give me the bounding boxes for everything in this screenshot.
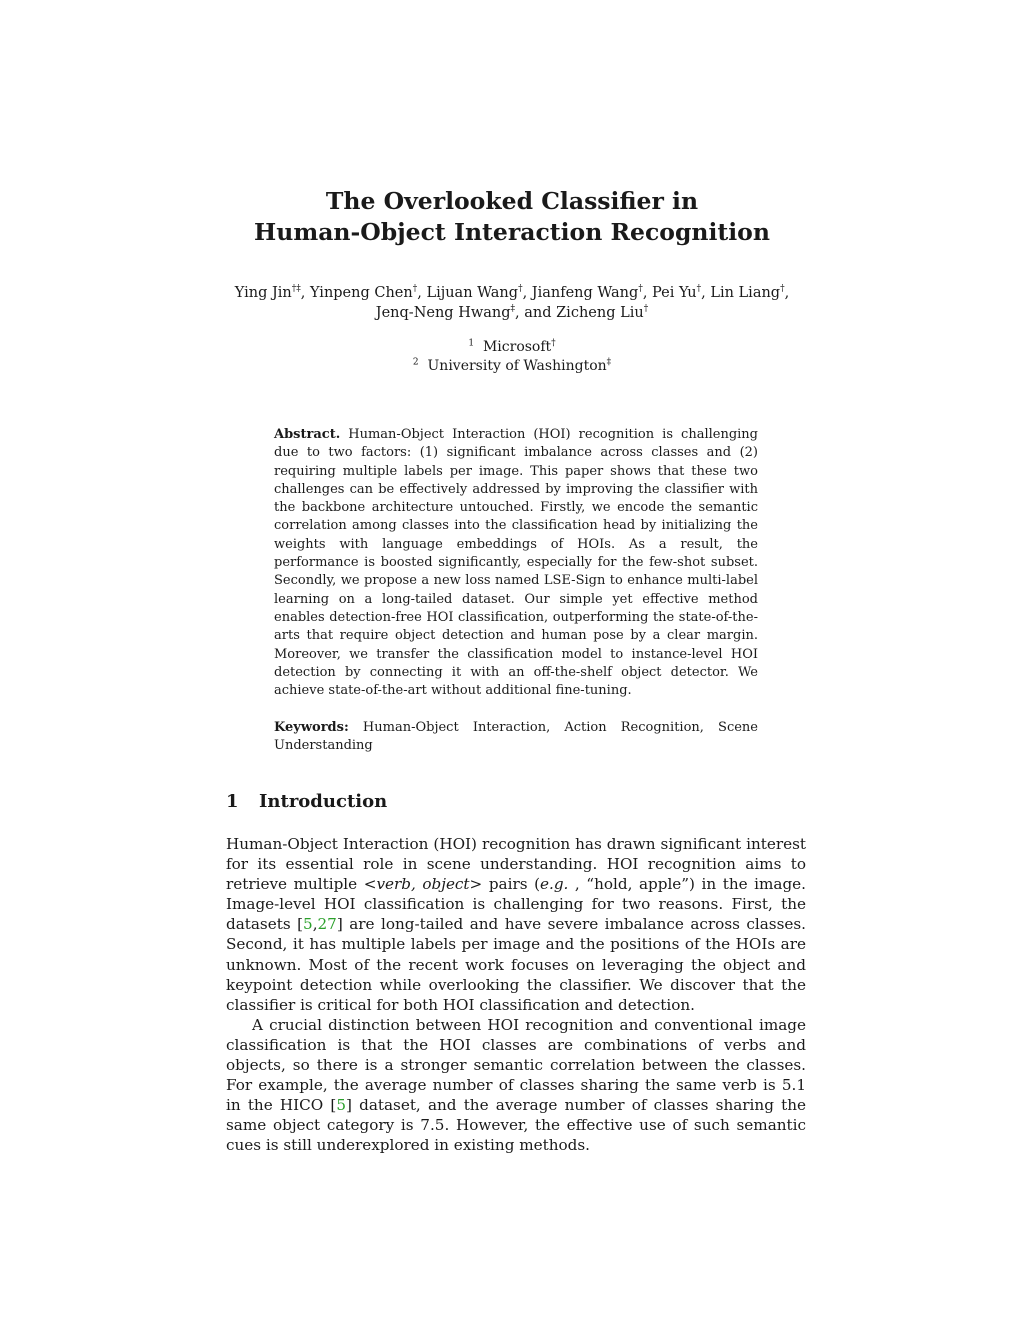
- author-name: Pei Yu: [652, 285, 697, 301]
- abstract: [274, 426, 758, 700]
- author-mark: †: [780, 284, 785, 295]
- citation-link[interactable]: 5: [336, 1096, 346, 1115]
- separator: ,: [701, 285, 711, 301]
- paper-title: [0, 186, 1024, 248]
- author-line-2: [0, 303, 1024, 323]
- text-run: pairs (: [482, 875, 540, 894]
- author-mark: †: [643, 304, 649, 315]
- text-run: Human-Object Interaction (HOI) recognition has drawn significant interest for its essential role in scene understanding. HOI recognition aims to retrieve multiple: [226, 835, 806, 894]
- text-run: A crucial distinction between HOI recognition and conventional image classification is that the HOI classes are combinations of verbs and objects, so there is a stronger semantic correlation between the classes. For example, the average number of classes sharing the same verb is 5.1 in the HICO [: [226, 1015, 806, 1115]
- affiliation-number: 1: [468, 338, 475, 349]
- author-mark: †: [638, 284, 643, 295]
- keywords: [274, 719, 758, 756]
- abstract-text: Human-Object Interaction (HOI) recognition is challenging due to two factors: (1) significant imbalance across classes and (2) requiring multiple labels per image. This paper shows that these two challenges can be effectively addressed by improving the classifier with the backbone architecture untouched. Firstly, we encode the semantic correlation among classes into the classification head by initializing the weights with language embeddings of HOIs. As a result, the performance is boosted significantly, especially for the few-shot subset. Secondly, we propose a new loss named LSE-Sign to enhance multi-label learning on a long-tailed dataset. Our simple yet effective method enables detection-free HOI classification, outperforming the state-of-the-arts that require object detection and human pose by a clear margin. Moreover, we transfer the classification model to instance-level HOI detection by connecting it with an off-the-shelf object detector. We achieve state-of-the-art without additional fine-tuning.: [274, 427, 758, 699]
- italic-text: e.g.: [540, 875, 569, 894]
- author-mark: †‡: [291, 284, 301, 295]
- citation-link[interactable]: 5: [303, 915, 313, 934]
- separator: ,: [300, 285, 310, 301]
- keywords-label: Keywords:: [274, 720, 349, 735]
- paragraph: [226, 834, 806, 1015]
- author-mark: ‡: [510, 304, 516, 315]
- citation-link[interactable]: 27: [317, 915, 337, 934]
- separator: , and: [515, 305, 557, 321]
- paragraph: [226, 1015, 806, 1156]
- affiliation: [0, 338, 1024, 357]
- title-line-1: The Overlooked Classifier in: [325, 187, 699, 215]
- separator: ,: [784, 285, 790, 301]
- author-mark: †: [696, 284, 702, 295]
- author-name: Yinpeng Chen: [309, 285, 413, 301]
- text-run: ] are long-tailed and have severe imbalance across classes. Second, it has multiple labels per image and the positions of the HOIs are unknown. Most of the recent work focuses on leveraging the object and keypoint detection while overlooking the classifier. We discover that the classifier is critical for both HOI classification and detection.: [226, 915, 806, 1014]
- separator: ,: [417, 285, 427, 301]
- author-mark: †: [518, 284, 523, 295]
- keywords-text: Human-Object Interaction, Action Recognition, Scene Understanding: [274, 720, 758, 754]
- text-run: >: [469, 875, 483, 894]
- author-list: [0, 283, 1024, 323]
- affiliation-number: 2: [412, 357, 419, 368]
- affiliation-name: University of Washington: [427, 358, 607, 374]
- abstract-label: Abstract.: [274, 427, 341, 442]
- section-number: 1: [226, 791, 239, 812]
- italic-text: verb, object: [376, 875, 470, 894]
- text-run: ,: [312, 915, 318, 934]
- author-name: Lijuan Wang: [426, 285, 519, 301]
- affiliation-mark: ‡: [606, 357, 612, 368]
- affiliation-list: [0, 338, 1024, 376]
- text-run: <: [363, 875, 377, 894]
- section-title: Introduction: [259, 791, 388, 812]
- affiliation: [0, 357, 1024, 376]
- separator: ,: [522, 285, 532, 301]
- author-name: Jianfeng Wang: [531, 285, 639, 301]
- section-heading: [226, 790, 387, 814]
- title-line-2: Human-Object Interaction Recognition: [254, 218, 770, 246]
- author-name: Lin Liang: [710, 285, 781, 301]
- text-run: , “hold, apple”) in the image. Image-level HOI classification is challenging for two reasons. First, the datasets [: [226, 875, 806, 934]
- author-line-1: [0, 283, 1024, 303]
- separator: ,: [642, 285, 653, 301]
- introduction-body: [226, 834, 806, 1156]
- affiliation-mark: †: [551, 338, 556, 349]
- author-name: Zicheng Liu: [556, 305, 644, 321]
- author-name: Jenq-Neng Hwang: [375, 305, 511, 321]
- affiliation-name: Microsoft: [482, 339, 552, 355]
- author-mark: †: [412, 284, 418, 295]
- text-run: ] dataset, and the average number of classes sharing the same object category is 7.5. However, the effective use of such semantic cues is still underexplored in existing methods.: [226, 1096, 806, 1155]
- author-name: Ying Jin: [234, 285, 292, 301]
